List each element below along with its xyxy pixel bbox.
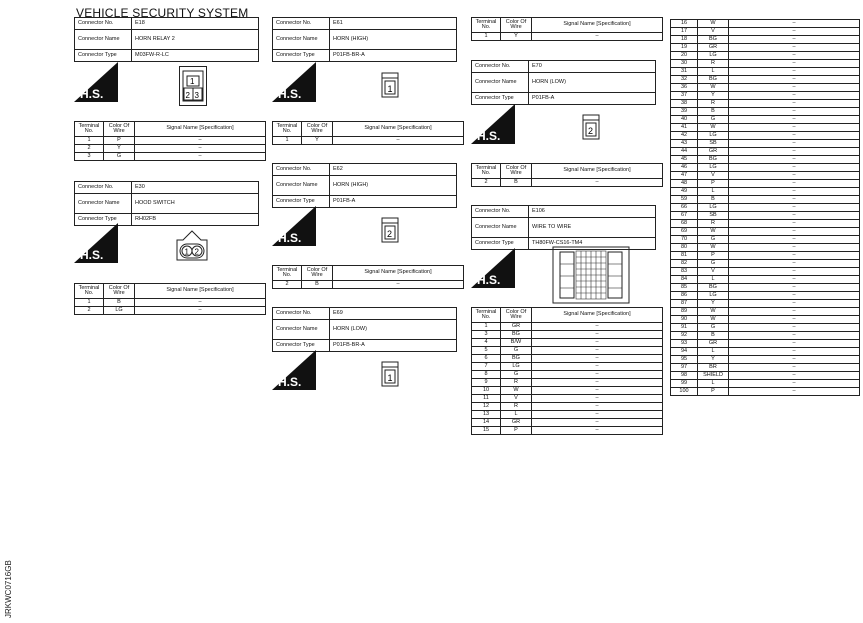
- table-row: 40 G –: [671, 116, 860, 124]
- hs-icon: [471, 104, 515, 144]
- table-row: 1 Y –: [273, 137, 464, 145]
- table-row: 45 BG –: [671, 156, 860, 164]
- connector-info-e106: Connector No. E106 Connector Name WIRE TO WIRE Connector Type TH80FW-CS16-TM4: [471, 205, 656, 250]
- hs-icon: [74, 223, 118, 263]
- table-row: 68 R –: [671, 220, 860, 228]
- table-row: 67 SB –: [671, 212, 860, 220]
- svg-text:H.S.: H.S.: [477, 273, 501, 287]
- table-row: 4 B/W –: [472, 339, 663, 347]
- table-row: 84 L –: [671, 276, 860, 284]
- table-row: 5 G –: [472, 347, 663, 355]
- connector-face-e69: [381, 361, 399, 392]
- terminal-table-e62: Terminal No. Color Of Wire Signal Name [Specification] 2 B –: [272, 265, 464, 289]
- svg-text:1: 1: [387, 373, 393, 383]
- connector-info-e61: Connector No. E61 Connector Name HORN (HIGH) Connector Type P01FB-BR-A: [272, 17, 457, 62]
- svg-text:1: 1: [184, 247, 189, 257]
- hs-icon: [272, 62, 316, 102]
- table-row: 38 R –: [671, 100, 860, 108]
- table-row: 1 Y –: [472, 33, 663, 41]
- table-row: 99 L –: [671, 380, 860, 388]
- table-row: 90 W –: [671, 316, 860, 324]
- table-row: 1 P –: [75, 137, 266, 145]
- table-row: 95 Y –: [671, 356, 860, 364]
- table-row: 2 B –: [273, 281, 464, 289]
- svg-text:H.S.: H.S.: [278, 375, 302, 389]
- hs-icon: [272, 350, 316, 390]
- connector-info-e18: Connector No. E18 Connector Name HORN RELAY 2 Connector Type M03FW-R-LC: [74, 17, 259, 62]
- connector-face-e62: [381, 217, 399, 248]
- svg-text:1: 1: [190, 77, 195, 86]
- table-row: 16 W –: [671, 20, 860, 28]
- figure-code: [2, 558, 14, 618]
- table-row: 83 V –: [671, 268, 860, 276]
- table-row: 11 V –: [472, 395, 663, 403]
- terminal-table-e18: Terminal No. Color Of Wire Signal Name [Specification] 1 P – 2 Y – 3 G –: [74, 121, 266, 161]
- terminal-table-e30: Terminal No. Color Of Wire Signal Name [Specification] 1 B – 2 LG –: [74, 283, 266, 315]
- connector-face-e30: [175, 229, 209, 263]
- table-row: 80 W –: [671, 244, 860, 252]
- table-row: 6 BG –: [472, 355, 663, 363]
- table-row: 66 LG –: [671, 204, 860, 212]
- svg-text:3: 3: [194, 91, 199, 100]
- table-row: 3 BG –: [472, 331, 663, 339]
- table-row: 41 W –: [671, 124, 860, 132]
- table-row: 81 P –: [671, 252, 860, 260]
- table-row: 37 Y –: [671, 92, 860, 100]
- table-row: 31 L –: [671, 68, 860, 76]
- table-row: 8 G –: [472, 371, 663, 379]
- table-row: 18 BG –: [671, 36, 860, 44]
- table-row: 7 LG –: [472, 363, 663, 371]
- page-title: VEHICLE SECURITY SYSTEM: [76, 6, 249, 20]
- table-row: 82 G –: [671, 260, 860, 268]
- svg-text:H.S.: H.S.: [278, 87, 302, 101]
- connector-face-e106: [552, 246, 630, 309]
- connector-info-e70: Connector No. E70 Connector Name HORN (LOW) Connector Type P01FB-A: [471, 60, 656, 105]
- svg-text:2: 2: [185, 91, 190, 100]
- table-row: 100 P –: [671, 388, 860, 396]
- table-row: 44 GR –: [671, 148, 860, 156]
- table-row: 32 BG –: [671, 76, 860, 84]
- table-row: 49 L –: [671, 188, 860, 196]
- table-row: 43 SB –: [671, 140, 860, 148]
- connector-face-e70: [582, 114, 600, 145]
- table-row: 97 BR –: [671, 364, 860, 372]
- svg-text:2: 2: [387, 229, 393, 239]
- table-row: 46 LG –: [671, 164, 860, 172]
- table-row: 47 V –: [671, 172, 860, 180]
- table-row: 92 B –: [671, 332, 860, 340]
- table-row: 89 W –: [671, 308, 860, 316]
- table-row: 69 W –: [671, 228, 860, 236]
- svg-text:2: 2: [194, 247, 199, 257]
- terminal-table-e70: Terminal No. Color Of Wire Signal Name [Specification] 2 B –: [471, 163, 663, 187]
- table-row: 48 P –: [671, 180, 860, 188]
- table-row: 13 L –: [472, 411, 663, 419]
- table-row: 12 R –: [472, 403, 663, 411]
- table-row: 87 Y –: [671, 300, 860, 308]
- table-row: 94 L –: [671, 348, 860, 356]
- terminal-table-e69: Terminal No. Color Of Wire Signal Name [Specification] 1 Y –: [471, 17, 663, 41]
- hs-icon: [471, 248, 515, 288]
- terminal-table-e61: Terminal No. Color Of Wire Signal Name [Specification] 1 Y –: [272, 121, 464, 145]
- table-row: 10 W –: [472, 387, 663, 395]
- svg-text:1: 1: [387, 84, 393, 94]
- terminal-table-e106: Terminal No. Color Of Wire Signal Name [Specification] 1 GR – 3 BG – 4 B/W – 5 G – 6 BG – 7 LG – 8 G – 9 R – 10 W – 11 V – 12 R – 13 L – 14 GR – 15 P –: [471, 307, 663, 435]
- table-row: 2 LG –: [75, 307, 266, 315]
- table-row: 19 GR –: [671, 44, 860, 52]
- svg-text:H.S.: H.S.: [278, 231, 302, 245]
- table-row: 2 Y –: [75, 145, 266, 153]
- table-row: 3 G –: [75, 153, 266, 161]
- table-row: 30 R –: [671, 60, 860, 68]
- svg-text:H.S.: H.S.: [477, 129, 501, 143]
- table-row: 20 LG –: [671, 52, 860, 60]
- svg-text:H.S.: H.S.: [80, 248, 104, 262]
- table-row: 59 B –: [671, 196, 860, 204]
- table-row: 39 B –: [671, 108, 860, 116]
- svg-text:H.S.: H.S.: [80, 87, 104, 101]
- table-row: 42 LG –: [671, 132, 860, 140]
- terminal-table-e106-continued: [670, 19, 860, 396]
- table-row: 1 B –: [75, 299, 266, 307]
- table-row: 2 B –: [472, 179, 663, 187]
- connector-info-e30: Connector No. E30 Connector Name HOOD SWITCH Connector Type RH02FB: [74, 181, 259, 226]
- table-row: 93 GR –: [671, 340, 860, 348]
- table-row: 1 GR –: [472, 323, 663, 331]
- connector-info-e69: Connector No. E69 Connector Name HORN (LOW) Connector Type P01FB-BR-A: [272, 307, 457, 352]
- table-row: 9 R –: [472, 379, 663, 387]
- table-row: 17 V –: [671, 28, 860, 36]
- connector-info-e62: Connector No. E62 Connector Name HORN (HIGH) Connector Type P01FB-A: [272, 163, 457, 208]
- connector-face-e18: [179, 66, 207, 106]
- table-row: 86 LG –: [671, 292, 860, 300]
- table-row: 85 BG –: [671, 284, 860, 292]
- connector-face-e61: [381, 72, 399, 103]
- table-row: 15 P –: [472, 427, 663, 435]
- table-row: 91 G –: [671, 324, 860, 332]
- hs-icon: [74, 62, 118, 102]
- table-row: 70 G –: [671, 236, 860, 244]
- svg-text:2: 2: [588, 126, 594, 136]
- svg-text:JRKWC0716GB: JRKWC0716GB: [4, 560, 13, 618]
- hs-icon: [272, 206, 316, 246]
- table-row: 36 W –: [671, 84, 860, 92]
- table-row: 14 GR –: [472, 419, 663, 427]
- table-row: 98 SHIELD –: [671, 372, 860, 380]
